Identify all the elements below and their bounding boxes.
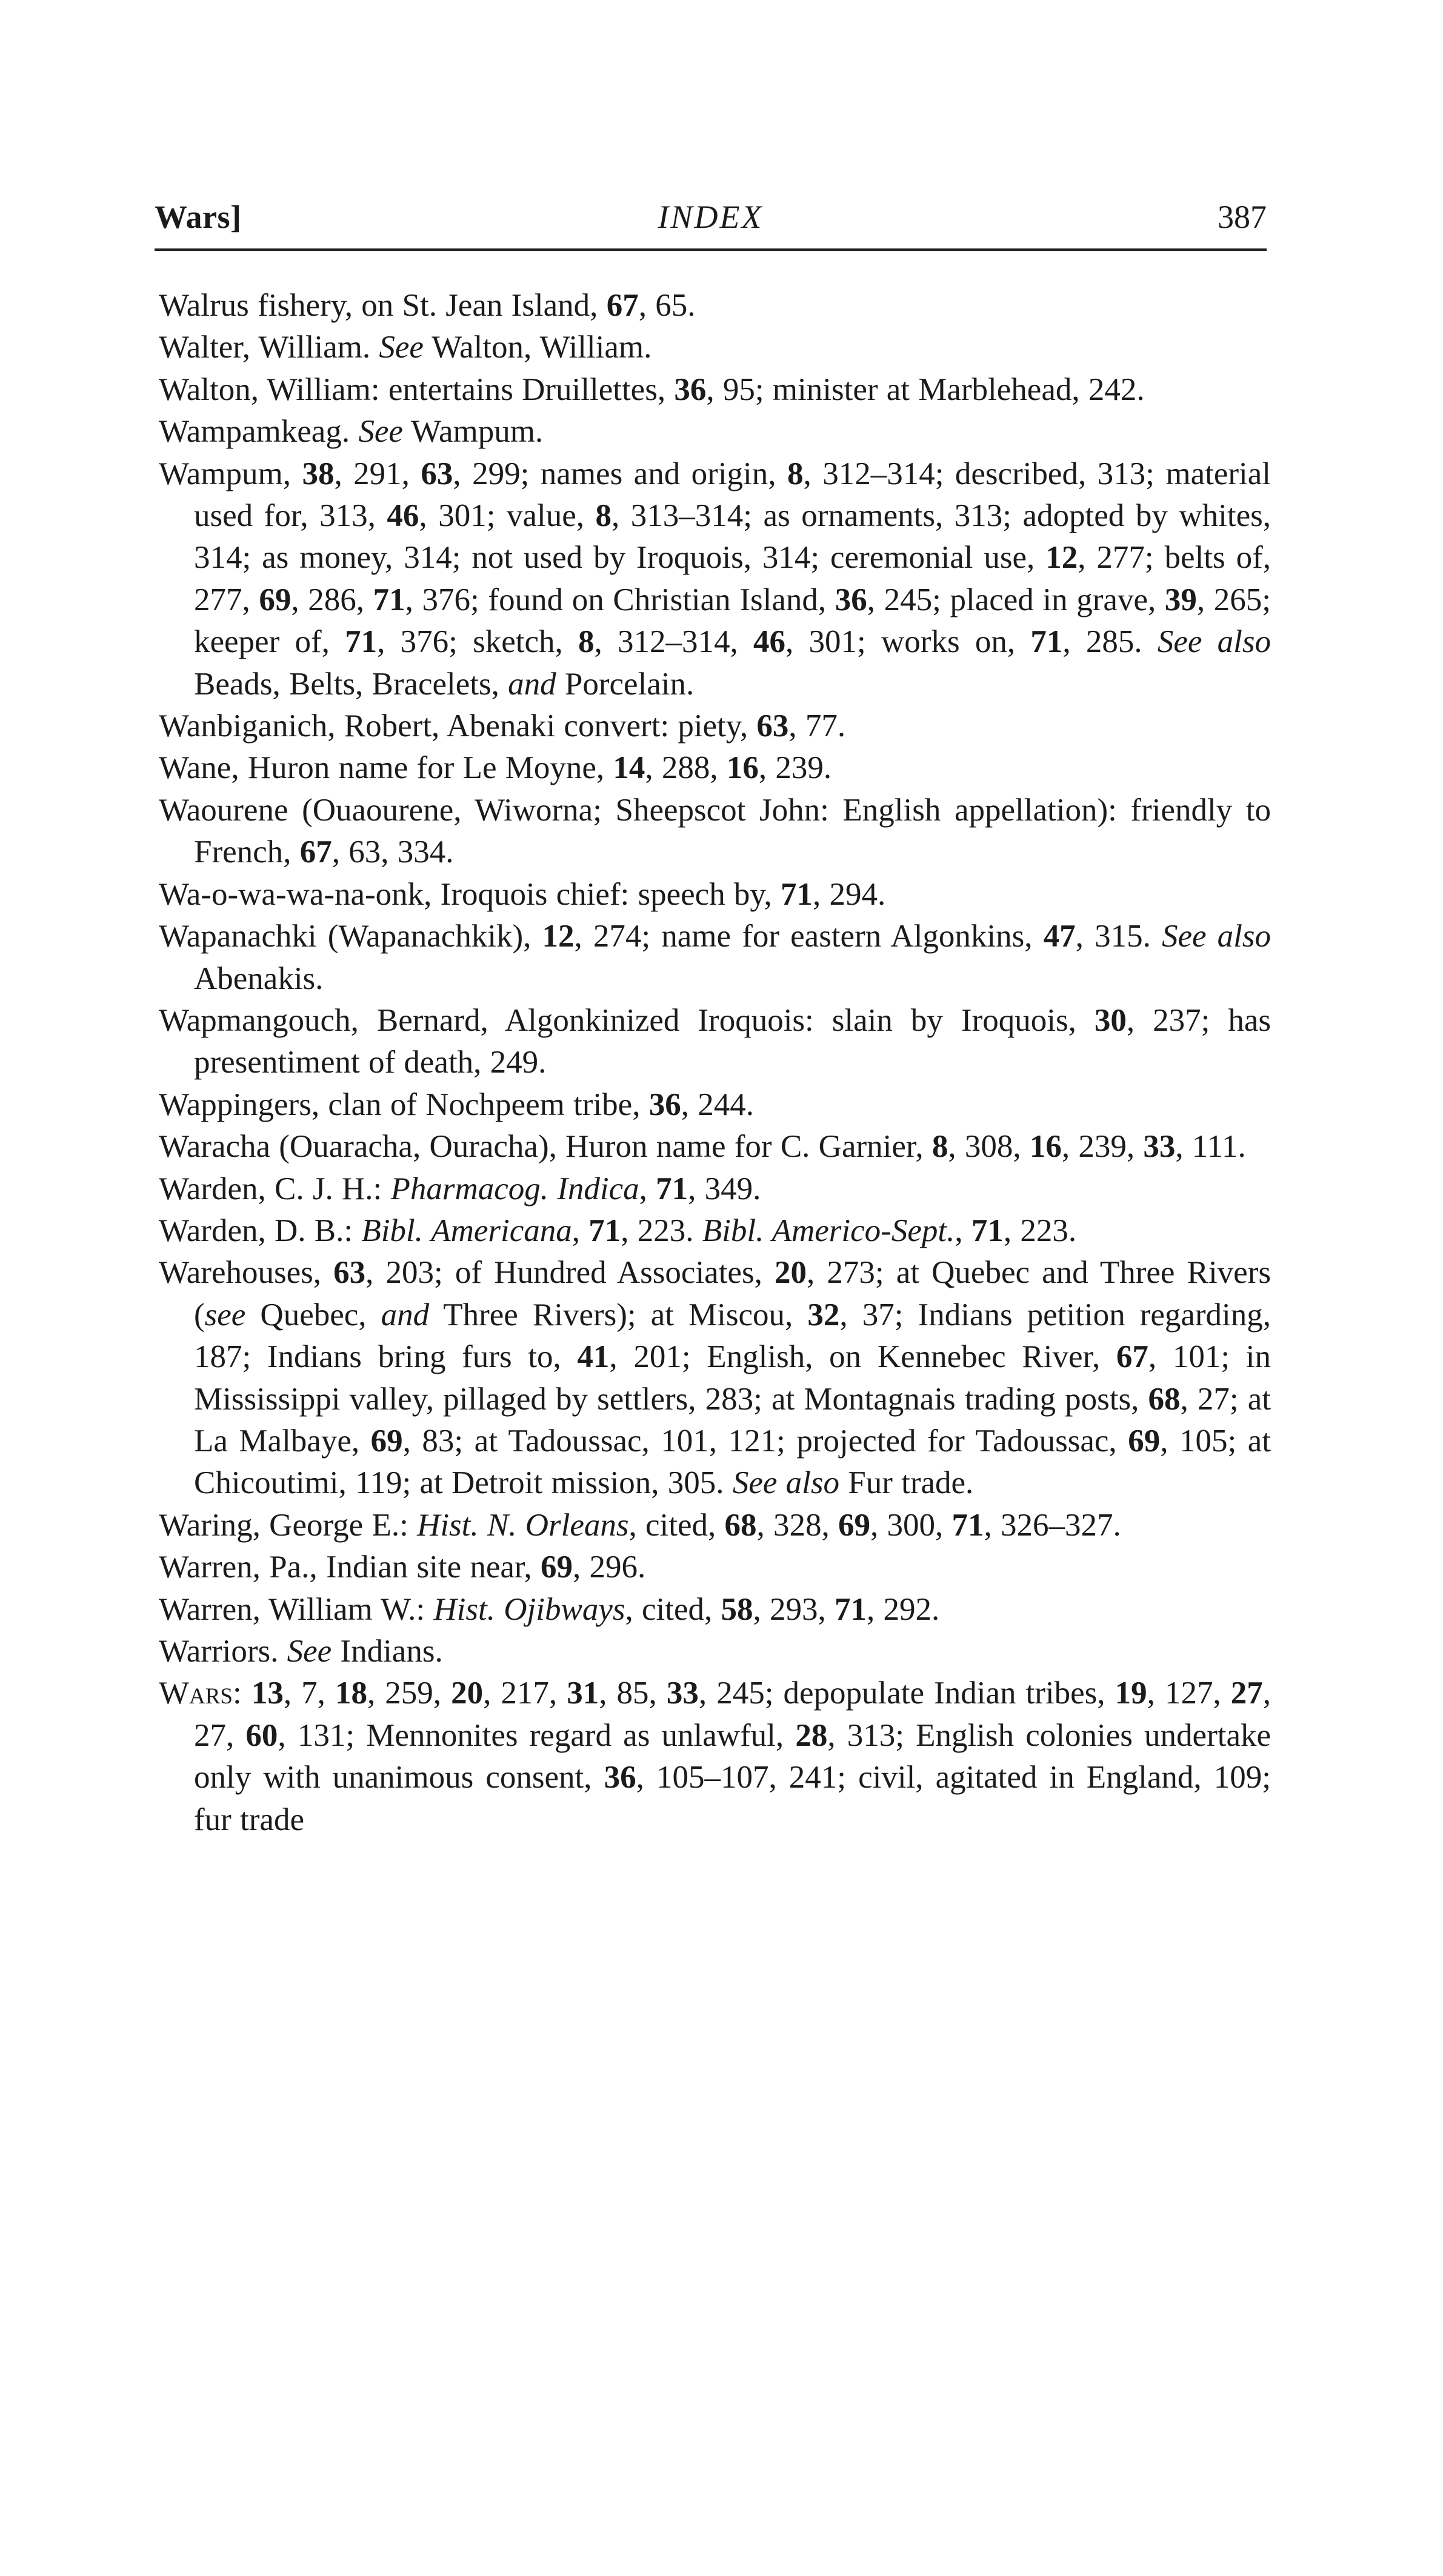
index-entry xyxy=(159,1252,1271,1504)
volume-number: 68 xyxy=(724,1507,757,1543)
entry-text: , 326–327. xyxy=(984,1507,1121,1543)
entry-text: , 315. xyxy=(1075,919,1162,954)
entry-text: Warehouses, xyxy=(159,1255,334,1291)
entry-text: , 312–314, xyxy=(594,624,754,660)
entry-text: , 239, xyxy=(1061,1129,1144,1165)
entry-text: , 313; English colonies undertake only with unanimous consent, xyxy=(194,1717,1271,1796)
entry-text: , 65. xyxy=(638,288,696,323)
entry-text: , 277; belts of, 277, xyxy=(194,540,1271,617)
entry-text: Walter, William. xyxy=(159,330,379,365)
volume-number: 71 xyxy=(834,1591,867,1627)
volume-number: 27 xyxy=(1230,1676,1263,1711)
index-entry xyxy=(159,369,1271,411)
volume-number: 46 xyxy=(753,624,786,660)
volume-number: 71 xyxy=(656,1171,688,1206)
entry-text: , xyxy=(572,1213,589,1248)
entry-text: , 376; sketch, xyxy=(377,624,579,660)
index-entry xyxy=(159,874,1271,916)
heading-term: Wars xyxy=(159,1676,233,1711)
entry-text: , 294. xyxy=(812,876,886,912)
entry-text: , 292. xyxy=(866,1591,940,1627)
entry-text: Warriors. xyxy=(159,1634,287,1669)
entry-text: , 105; at Chicoutimi, 119; at Detroit mission, 305. xyxy=(194,1423,1271,1501)
volume-number: 58 xyxy=(721,1591,753,1627)
entry-text: , 312–314; described, 313; material used for, 313, xyxy=(194,456,1271,534)
entry-text: Wapmangouch, Bernard, Algonkinized Iroquois: slain by Iroquois, xyxy=(159,1002,1095,1038)
volume-number: 71 xyxy=(588,1213,621,1248)
volume-number: 69 xyxy=(370,1423,403,1459)
entry-text: , 95; minister at Marblehead, 242. xyxy=(706,371,1145,407)
entry-text: , 223. xyxy=(621,1213,702,1248)
index-entry xyxy=(159,1631,1271,1672)
volume-number: 69 xyxy=(838,1507,871,1543)
entry-text: , 291, xyxy=(334,456,421,491)
entry-text: Walton, William. xyxy=(423,330,652,365)
entry-text: Abenakis. xyxy=(194,960,324,996)
volume-number: 63 xyxy=(333,1255,366,1291)
italic-text: Hist. Ojibways xyxy=(433,1591,625,1627)
italic-text: See also xyxy=(732,1465,839,1501)
volume-number: 71 xyxy=(951,1507,984,1543)
volume-number: 18 xyxy=(335,1676,367,1711)
entry-text: Wane, Huron name for Le Moyne, xyxy=(159,750,613,786)
header-rule xyxy=(155,248,1267,251)
volume-number: 20 xyxy=(774,1255,807,1291)
italic-text: See xyxy=(379,330,424,365)
entry-text: , 286, xyxy=(291,582,373,617)
entry-text: , 203; of Hundred Associates, xyxy=(365,1255,775,1291)
volume-number: 69 xyxy=(1128,1423,1161,1459)
index-entries xyxy=(159,285,1271,1841)
entry-text: Beads, Belts, Bracelets, xyxy=(194,666,508,702)
index-entry xyxy=(159,1589,1271,1631)
entry-text: , 77. xyxy=(788,708,846,744)
index-entry xyxy=(159,327,1271,368)
entry-text: Fur trade. xyxy=(839,1465,974,1501)
italic-text: Hist. N. Orleans xyxy=(417,1507,629,1543)
volume-number: 67 xyxy=(606,288,639,323)
entry-text: , 217, xyxy=(483,1676,567,1711)
italic-text: see xyxy=(204,1297,246,1333)
index-entry xyxy=(159,747,1271,789)
entry-text: , 7, xyxy=(283,1676,335,1711)
entry-text: , 259, xyxy=(367,1676,452,1711)
volume-number: 47 xyxy=(1043,919,1076,954)
index-entry xyxy=(159,1505,1271,1546)
entry-text: , 273; at Quebec and Three Rivers ( xyxy=(194,1255,1271,1333)
volume-number: 8 xyxy=(931,1129,948,1165)
italic-text: and xyxy=(508,666,556,702)
header-title: INDEX xyxy=(658,199,764,235)
entry-text: Warren, William W.: xyxy=(159,1591,434,1627)
entry-text: , 201; English, on Kennebec River, xyxy=(609,1339,1116,1375)
entry-text: , 105–107, 241; civil, agitated in England, 109; fur trade xyxy=(194,1760,1271,1837)
entry-text: , 85, xyxy=(599,1676,667,1711)
volume-number: 20 xyxy=(451,1676,484,1711)
volume-number: 46 xyxy=(387,498,419,534)
volume-number: 28 xyxy=(795,1717,828,1753)
entry-text: , 237; has presentiment of death, 249. xyxy=(194,1002,1271,1080)
entry-text: , 299; names and origin, xyxy=(453,456,787,491)
italic-text: Bibl. Americana xyxy=(361,1213,572,1248)
entry-text: , 27; at La Malbaye, xyxy=(194,1381,1271,1459)
volume-number: 67 xyxy=(299,834,332,870)
entry-text: , 301; works on, xyxy=(785,624,1031,660)
entry-text: , 293, xyxy=(753,1591,835,1627)
volume-number: 30 xyxy=(1094,1002,1127,1038)
entry-text: Walton, William: entertains Druillettes, xyxy=(159,371,675,407)
entry-text: , cited, xyxy=(625,1591,721,1627)
volume-number: 13 xyxy=(251,1676,284,1711)
entry-text: , 245; depopulate Indian tribes, xyxy=(698,1676,1115,1711)
volume-number: 32 xyxy=(807,1297,840,1333)
volume-number: 16 xyxy=(1029,1129,1062,1165)
volume-number: 33 xyxy=(666,1676,699,1711)
index-entry xyxy=(159,1000,1271,1084)
volume-number: 36 xyxy=(604,1760,636,1796)
volume-number: 63 xyxy=(756,708,789,744)
index-entry xyxy=(159,1084,1271,1126)
entry-text: , 296. xyxy=(572,1549,646,1585)
volume-number: 41 xyxy=(577,1339,610,1375)
entry-text: Wanbiganich, Robert, Abenaki convert: piety, xyxy=(159,708,757,744)
running-header xyxy=(155,193,1267,241)
volume-number: 71 xyxy=(780,876,813,912)
volume-number: 16 xyxy=(726,750,759,786)
volume-number: 39 xyxy=(1164,582,1197,617)
index-entry xyxy=(159,790,1271,874)
volume-number: 31 xyxy=(567,1676,599,1711)
entry-text: , 245; placed in grave, xyxy=(867,582,1165,617)
entry-text: , xyxy=(639,1171,656,1206)
italic-text: Pharmacog. Indica xyxy=(390,1171,639,1206)
volume-number: 14 xyxy=(613,750,645,786)
italic-text: Bibl. Americo-Sept. xyxy=(702,1213,955,1248)
header-section-key: Wars] xyxy=(155,199,242,235)
entry-text: , 63, 334. xyxy=(332,834,454,870)
volume-number: 69 xyxy=(540,1549,573,1585)
entry-text: Wampum, xyxy=(159,456,302,491)
italic-text: See xyxy=(287,1634,332,1669)
entry-text: Warren, Pa., Indian site near, xyxy=(159,1549,541,1585)
volume-number: 36 xyxy=(835,582,867,617)
index-entry xyxy=(159,916,1271,1000)
entry-text: , 127, xyxy=(1147,1676,1231,1711)
volume-number: 68 xyxy=(1148,1381,1181,1417)
index-entry xyxy=(159,1672,1271,1841)
volume-number: 19 xyxy=(1115,1676,1147,1711)
volume-number: 12 xyxy=(542,919,575,954)
entry-text: , 313–314; as ornaments, 313; adopted by whites, 314; as money, 314; not used by Iroquois, 314; ceremonial use, xyxy=(194,498,1271,576)
entry-text: , 308, xyxy=(948,1129,1030,1165)
entry-text: Wampamkeag. xyxy=(159,414,359,450)
page-number: 387 xyxy=(1218,199,1267,235)
entry-text: Warden, D. B.: xyxy=(159,1213,362,1248)
volume-number: 33 xyxy=(1143,1129,1176,1165)
index-entry xyxy=(159,453,1271,705)
entry-text: Wapanachki (Wapanachkik), xyxy=(159,919,542,954)
entry-text: , 101; in Mississippi valley, pillaged by settlers, 283; at Montagnais trading posts, xyxy=(194,1339,1271,1417)
volume-number: 71 xyxy=(373,582,405,617)
entry-text: , 274; name for eastern Algonkins, xyxy=(574,919,1044,954)
entry-text: Three Rivers); at Miscou, xyxy=(429,1297,808,1333)
entry-text: Waourene (Ouaourene, Wiworna; Sheepscot John: English appellation): friendly to French, xyxy=(159,792,1271,870)
italic-text: See also xyxy=(1157,624,1271,660)
volume-number: 71 xyxy=(971,1213,1004,1248)
volume-number: 8 xyxy=(578,624,595,660)
entry-text: Waracha (Ouaracha, Ouracha), Huron name for C. Garnier, xyxy=(159,1129,932,1165)
italic-text: See xyxy=(358,414,403,450)
entry-text: , 244. xyxy=(681,1087,754,1122)
volume-number: 71 xyxy=(345,624,378,660)
entry-text: Wappingers, clan of Nochpeem tribe, xyxy=(159,1087,649,1122)
entry-text: Quebec, xyxy=(245,1297,381,1333)
entry-text: , xyxy=(955,1213,971,1248)
volume-number: 38 xyxy=(302,456,335,491)
volume-number: 12 xyxy=(1045,540,1078,576)
entry-text: Wa-o-wa-wa-na-onk, Iroquois chief: speech by, xyxy=(159,876,781,912)
volume-number: 71 xyxy=(1030,624,1063,660)
italic-text: and xyxy=(381,1297,430,1333)
index-entry xyxy=(159,1168,1271,1210)
index-entry xyxy=(159,285,1271,327)
entry-text: , 37; Indians petition regarding, 187; Indians bring furs to, xyxy=(194,1297,1271,1375)
entry-text: , 265; keeper of, xyxy=(194,582,1271,660)
entry-text: , 83; at Tadoussac, 101, 121; projected for Tadoussac, xyxy=(402,1423,1128,1459)
entry-text: Wampum. xyxy=(402,414,544,450)
entry-text: , 239. xyxy=(758,750,832,786)
entry-text: , 301; value, xyxy=(419,498,596,534)
entry-text: , 223. xyxy=(1003,1213,1077,1248)
entry-text: , 300, xyxy=(870,1507,952,1543)
volume-number: 67 xyxy=(1116,1339,1148,1375)
index-entry xyxy=(159,411,1271,453)
entry-text: , 376; found on Christian Island, xyxy=(405,582,835,617)
volume-number: 69 xyxy=(259,582,292,617)
volume-number: 8 xyxy=(595,498,612,534)
italic-text: See also xyxy=(1161,919,1271,954)
entry-text: : xyxy=(233,1676,252,1711)
entry-text: , 27, xyxy=(194,1676,1271,1753)
entry-text: Warden, C. J. H.: xyxy=(159,1171,391,1206)
volume-number: 8 xyxy=(787,456,804,491)
volume-number: 36 xyxy=(648,1087,681,1122)
entry-text: , 285. xyxy=(1062,624,1158,660)
volume-number: 36 xyxy=(674,371,707,407)
entry-text: , cited, xyxy=(628,1507,725,1543)
index-entry xyxy=(159,1210,1271,1252)
entry-text: Indians. xyxy=(332,1634,443,1669)
volume-number: 63 xyxy=(421,456,453,491)
entry-text: , 288, xyxy=(645,750,727,786)
index-entry xyxy=(159,1126,1271,1168)
entry-text: , 131; Mennonites regard as unlawful, xyxy=(278,1717,796,1753)
entry-text: Waring, George E.: xyxy=(159,1507,418,1543)
entry-text: , 111. xyxy=(1175,1129,1246,1165)
index-entry xyxy=(159,1546,1271,1588)
entry-text: Porcelain. xyxy=(556,666,695,702)
volume-number: 60 xyxy=(245,1717,278,1753)
index-entry xyxy=(159,705,1271,747)
entry-text: , 349. xyxy=(688,1171,761,1206)
entry-text: , 328, xyxy=(756,1507,839,1543)
entry-text: Walrus fishery, on St. Jean Island, xyxy=(159,288,607,323)
